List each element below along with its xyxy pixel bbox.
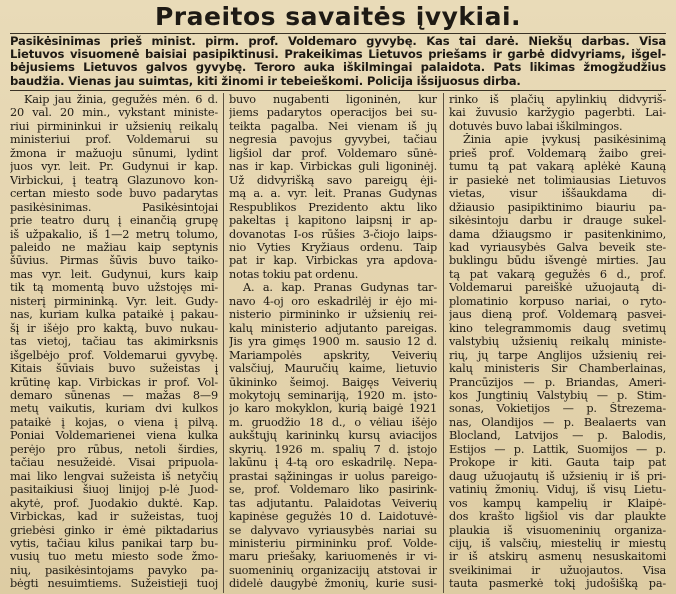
article-line: nas ir kap. Virbickas guli ligoninėj.: [229, 160, 437, 174]
article-line: riui pirmininkui ir užsienių reikalų: [10, 119, 218, 133]
article-line: nių, pasikėsintojams pavyko pa-: [10, 563, 218, 577]
article-line: certan miesto sode buvo padarytas: [10, 187, 218, 201]
article-line: krūtinę kap. Virbickas ir prof. Vol-: [10, 375, 218, 389]
article-line: ministeriu pirmininku prof. Volde-: [229, 536, 437, 550]
article-line: griebėsi ginko ir ėmė piktadarius: [10, 523, 218, 537]
article-line: pasitaikiusi šiuoj linijoj p-lė Juod-: [10, 483, 218, 497]
article-line: pasikėsinimas. Pasikėsintojai: [10, 200, 218, 214]
article-line: ir iš atskirų asmenų nesuskaitomi: [449, 550, 666, 564]
article-line: negresia pavojus gyvybei, tačiau: [229, 133, 437, 147]
article-line: tas vietoj, tačiau tas akimirksnis: [10, 335, 218, 349]
article-line: demaro sūnenas — mažas 8—9: [10, 388, 218, 402]
article-line: jaus dieną prof. Voldemarą pasvei-: [449, 308, 666, 322]
article-line: nas, Olandijos — p. Bealaerts van: [449, 415, 666, 429]
article-line: 20 val. 20 min., vykstant ministe-: [10, 106, 218, 120]
article-line: prastai sąžiningas ir uolus pareigo-: [229, 469, 437, 483]
article-line: Prokope ir kiti. Gauta taip pat: [449, 456, 666, 470]
article-line: tauta pasmerkė tokį judošišką pa-: [449, 577, 666, 591]
article-line: jiems padarytos operacijos bei su-: [229, 106, 437, 120]
article-line: vos kampų kampelių ir Klaipė-: [449, 496, 666, 510]
article-column-1: [10, 93, 218, 593]
article-line: teikta pagalba. Nei vienam iš jų: [229, 119, 437, 133]
article-line: dotuvės buvo labai iškilmingos.: [449, 119, 623, 133]
article-line: Už didvyrišką savo pareigų ėji-: [229, 173, 437, 187]
article-line: sonas, Vokietijos — p. Štrezema-: [449, 402, 666, 416]
article-line: nisterį pirmininką. Vyr. leit. Gudy-: [10, 294, 218, 308]
article-line: dama džiaugsmo ir pasitenkinimo,: [449, 227, 666, 241]
article-line: lakūnu į 4-tą oro eskadrilę. Nepa-: [229, 456, 437, 470]
article-line: valstybių užsienių reikalų ministe-: [449, 335, 666, 349]
article-line: ir pasiekė net tolimiausias Lietuvos: [449, 173, 666, 187]
column-divider: [223, 93, 224, 593]
article-line: vytis, tačiau kilus panikai tarp bu-: [10, 536, 218, 550]
lead-line: Pasikėsinimas prieš minist. pirm. prof. Voldemaro gyvybę. Kas tai darė. Niekšų darbas. Visa: [10, 35, 666, 48]
article-line: šį ir išėjo pro kaktą, buvo nukau-: [10, 321, 218, 335]
article-line: kos Jungtinių Valstybių — p. Stim-: [449, 388, 666, 402]
article-line: rinko iš plačių apylinkių didvyriš-: [449, 93, 666, 106]
article-line: Estijos — p. Lattik, Suomijos — p.: [449, 442, 666, 456]
article-line: kino telegrammomis daug svetimų: [449, 321, 666, 335]
article-line: sikėsintoju darbu ir drauge sukel-: [449, 214, 666, 228]
article-line: maru priešaky, kariuomenės ir vi-: [229, 550, 437, 564]
article-line: akytė, prof. Juodakio duktė. Kap.: [10, 496, 218, 510]
article-line: pakeltas į kapitono laipsnį ir ap-: [229, 214, 437, 228]
article-column-3: [449, 93, 666, 593]
article-line: navo 4-oj oro eskadrilėj ir ėjo mi-: [229, 294, 437, 308]
article-line: mą a. a. vyr. leit. Pranas Gudynas: [229, 187, 437, 201]
article-line: A. a. kap. Pranas Gudynas tar-: [243, 281, 437, 295]
article-line: vietas, visur iššaukdama di-: [449, 187, 666, 201]
article-line: nas, kuriam kulka pataikė į pakau-: [10, 308, 218, 322]
article-line: Voldemarui pareiškė užuojautą di-: [449, 281, 666, 295]
article-line: valsčiuj, Mauručių kaime, lietuvio: [229, 362, 437, 376]
lead-line: Lietuvos visuomenė baisiai pasipiktinusi. Prakeikimas Lietuvos priešams ir garbė didvyriams, išgel-: [10, 48, 666, 62]
article-line: kai žuvusio karžygio pagerbti. Lai-: [449, 106, 666, 120]
article-line: nisterio pirmininko ir užsienių rei-: [229, 308, 437, 322]
article-line: dos krašto ligšiol vis dar plaukte: [449, 510, 666, 524]
article-line: vatinių žmonių. Viduj, iš visų Lietu-: [449, 483, 666, 497]
article-line: se dalyvavo vyriausybės nariai su: [229, 523, 437, 537]
article-line: kad vyriausybės Galva beveik ste-: [449, 240, 666, 254]
article-line: suomeninių organizacijų atstovai ir: [229, 563, 437, 577]
article-line: rių, jų tarpe Anglijos užsienių rei-: [449, 348, 666, 362]
article-line: metų vaikutis, kuriam dvi kulkos: [10, 402, 218, 416]
article-line: iš užpakalio, iš 1—2 metrų tolumo,: [10, 227, 218, 241]
article-line: ūkininko šeimoj. Baigęs Veiverių: [229, 375, 437, 389]
article-line: pat ir kap. Virbickas yra apdova-: [229, 254, 437, 268]
article-line: skyrių. 1926 m. spalių 7 d. įstojo: [229, 442, 437, 456]
article-line: jo karo mokyklon, kurią baigė 1921: [229, 402, 437, 416]
article-line: mai liko lengvai sužeista iš netyčių: [10, 469, 218, 483]
article-line: mokytojų seminariją, 1920 m. įsto-: [229, 388, 437, 402]
article-line: mas vyr. leit. Gudynui, kurs kaip: [10, 267, 218, 281]
article-line: juos vyr. leit. Pr. Gudynui ir kap.: [10, 160, 218, 174]
article-line: Poniai Voldemarienei viena kulka: [10, 429, 218, 443]
article-line: šūvius. Pirmas šūvis buvo taiko-: [10, 254, 218, 268]
article-line: tas adjutantu. Palaidotas Veiverių: [229, 496, 437, 510]
article-line: prieš prof. Voldemarą žaibo grei-: [449, 146, 666, 160]
article-line: Blocland, Latvijos — p. Balodis,: [449, 429, 666, 443]
article-column-2: [229, 93, 437, 593]
article-line: Jis yra gimęs 1900 m. sausio 12 d.: [229, 335, 437, 349]
article-line: vusių tuo metu miesto sode žmo-: [10, 550, 218, 564]
article-line: buvo nugabenti ligoninėn, kur: [229, 93, 437, 106]
article-line: prie teatro durų į einančią grupę: [10, 214, 218, 228]
article-line: kalų ministeris Sir Chamberlainas,: [449, 362, 666, 376]
article-line: Žinia apie įvykusį pasikėsinimą: [463, 133, 666, 147]
lead-line: bėjusiems Lietuvos galvos gyvybę. Teroro auka iškilmingai palaidota. Pats likimas žmogžudžius: [10, 61, 666, 75]
article-line: cijų, iš valsčių, miestelių ir miestų: [449, 536, 666, 550]
article-line: notas tokiu pat ordenu.: [229, 267, 359, 281]
article-line: plomatinio korpuso nariai, o ryto-: [449, 294, 666, 308]
article-line: kalų ministerio adjutanto pareigas.: [229, 321, 437, 335]
article-line: Kaip jau žinia, gegužės mėn. 6 d.: [24, 93, 218, 106]
article-line: Respublikos Prezidento aktu liko: [229, 200, 437, 214]
article-line: tą pat vakarą gegužės 6 d., prof.: [449, 267, 666, 281]
article-line: aukštųjų karininkų kursų aviacijos: [229, 429, 437, 443]
article-line: m. gruodžio 18 d., o vėliau išėjo: [229, 415, 437, 429]
article-line: tačiau nesužeidė. Visai pripuola-: [10, 456, 218, 470]
lead-summary: [10, 35, 666, 88]
article-line: ministeriui prof. Voldemarui su: [10, 133, 218, 147]
article-line: sveikinimai ir užuojautos. Visa: [449, 563, 666, 577]
article-line: dovanotas I-os rūšies 3-čiojo laips-: [229, 227, 437, 241]
headline-rule: [10, 33, 666, 34]
article-line: se, prof. Voldemaro liko pasirink-: [229, 483, 437, 497]
article-line: tik tą momentą buvo užstojęs mi-: [10, 281, 218, 295]
article-line: daug užuojautų iš užsienių ir iš pri-: [449, 469, 666, 483]
lead-rule: [10, 90, 666, 91]
article-line: Prancūzijos — p. Briandas, Ameri-: [449, 375, 666, 389]
article-line: pataikė į kojas, o viena į pilvą.: [10, 415, 218, 429]
article-line: paleido ne mažiau kaip septynis: [10, 240, 218, 254]
article-line: didelė daugybė žmonių, kurie susi-: [229, 577, 437, 591]
article-line: Virbickui, į teatrą Glazunovo kon-: [10, 173, 218, 187]
article-line: išgelbėjo prof. Voldemarui gyvybę.: [10, 348, 218, 362]
article-line: nio Vyties Kryžiaus ordenu. Taip: [229, 240, 437, 254]
article-line: tumu tą pat vakarą aplėkė Kauną: [449, 160, 666, 174]
article-line: džiausio pasipiktinimo biauriu pa-: [449, 200, 666, 214]
column-divider: [443, 93, 444, 593]
article-line: Virbickas, kad ir sužeistas, tuoj: [10, 510, 218, 524]
article-line: ligšiol dar prof. Voldemaro sūnė-: [229, 146, 437, 160]
article-line: plaukia iš visuomeninių organiza-: [449, 523, 666, 537]
article-line: Mariampolės apskrity, Veiverių: [229, 348, 437, 362]
article-line: buklingu būdu išvengė mirties. Jau: [449, 254, 666, 268]
headline: Praeitos savaitės įvykiai.: [154, 2, 522, 31]
article-line: kapinėse gegužės 10 d. Laidotuvė-: [229, 510, 437, 524]
article-line: žmona ir mažuoju sūnumi, lydint: [10, 146, 218, 160]
article-line: perėjo pro rūbus, netoli širdies,: [10, 442, 218, 456]
lead-line: baudžia. Vienas jau suimtas, kiti žinomi ir tebeieškomi. Policija išsijuosus dirba.: [10, 74, 521, 88]
article-line: bėgti nesuimtiems. Sužeistieji tuoj: [10, 577, 218, 591]
article-line: Kitais šūviais buvo sužeistas į: [10, 362, 218, 376]
